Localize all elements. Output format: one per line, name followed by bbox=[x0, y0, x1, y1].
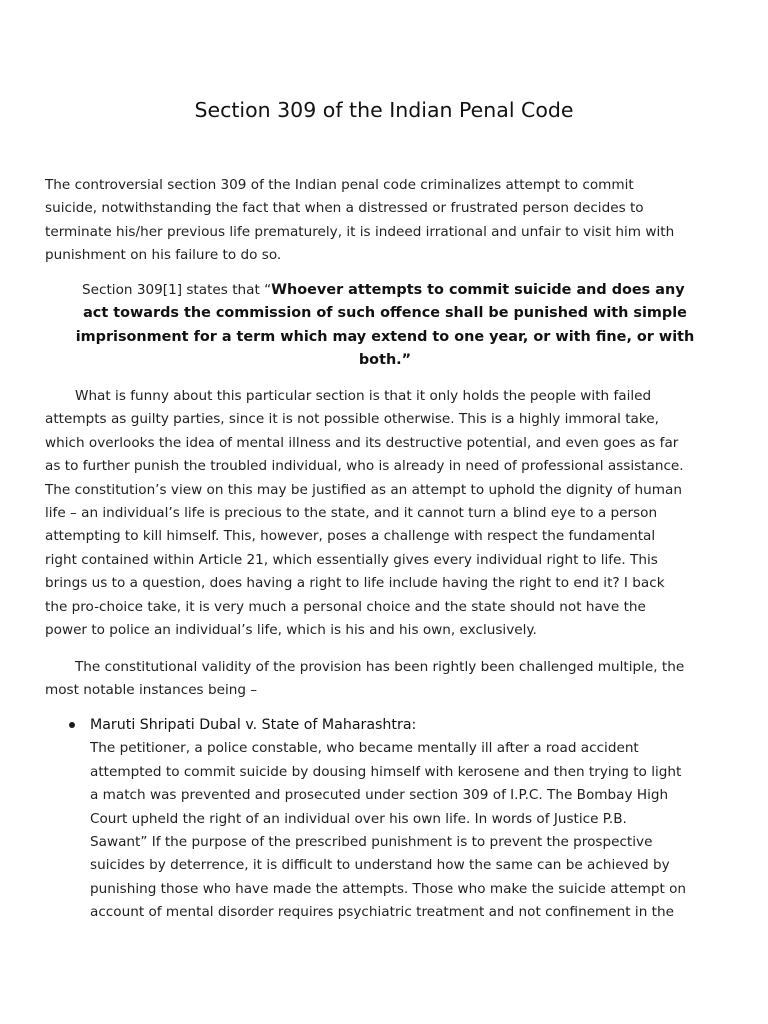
body-line: which overlooks the idea of mental illness and its destructive potential, and even goes as far bbox=[45, 434, 679, 451]
bullet-icon bbox=[69, 722, 75, 728]
intro-line: suicide, notwithstanding the fact that when a distressed or frustrated person decides to bbox=[45, 200, 644, 217]
body-line: right contained within Article 21, which essentially gives every individual right to life. This bbox=[45, 551, 658, 568]
body-line: life – an individual’s life is precious to the state, and it cannot turn a blind eye to a person bbox=[45, 505, 658, 522]
body-line: power to police an individual’s life, which is his and his own, exclusively. bbox=[45, 622, 537, 639]
body-line: The constitution’s view on this may be justified as an attempt to uphold the dignity of human bbox=[45, 481, 682, 498]
case-item bbox=[45, 714, 735, 925]
quote-line: act towards the commission of such offence shall be punished with simple bbox=[83, 305, 687, 322]
case-line: The petitioner, a police constable, who became mentally ill after a road accident bbox=[90, 740, 639, 757]
body-line: attempts as guilty parties, since it is not possible otherwise. This is a highly immoral take, bbox=[45, 411, 659, 428]
quote-paragraph bbox=[45, 279, 725, 373]
quote-bold-text: Whoever attempts to commit suicide and does any bbox=[271, 282, 685, 298]
case-heading: Maruti Shripati Dubal v. State of Maharashtra: bbox=[90, 717, 417, 733]
document-title: Section 309 of the Indian Penal Code bbox=[194, 98, 574, 122]
intro-line: terminate his/her previous life prematurely, it is indeed irrational and unfair to visit him with bbox=[45, 223, 675, 240]
case-list bbox=[45, 714, 735, 925]
body-paragraph bbox=[45, 385, 725, 642]
quote-lead-text: Section 309[1] states that “ bbox=[82, 282, 272, 298]
body-line: attempting to kill himself. This, however, poses a challenge with respect the fundamental bbox=[45, 528, 656, 545]
quote-line: both.” bbox=[358, 352, 412, 369]
validity-line: The constitutional validity of the provision has been rightly been challenged multiple, the bbox=[75, 659, 685, 675]
body-line: as to further punish the troubled individual, who is already in need of professional assistance. bbox=[45, 458, 684, 475]
body-line: the pro-choice take, it is very much a personal choice and the state should not have the bbox=[45, 598, 646, 615]
case-line: account of mental disorder requires psychiatric treatment and not confinement in the bbox=[90, 904, 674, 921]
case-line: punishing those who have made the attempts. Those who make the suicide attempt on bbox=[90, 880, 687, 897]
case-line: suicides by deterrence, it is difficult to understand how the same can be achieved by bbox=[90, 857, 670, 874]
intro-line: punishment on his failure to do so. bbox=[45, 247, 282, 264]
quote-first-line bbox=[45, 279, 725, 302]
case-line: Sawant” If the purpose of the prescribed punishment is to prevent the prospective bbox=[90, 834, 653, 851]
case-line: Court upheld the right of an individual over his own life. In words of Justice P.B. bbox=[90, 810, 627, 827]
validity-paragraph bbox=[45, 656, 725, 703]
body-line: What is funny about this particular section is that it only holds the people with failed bbox=[75, 388, 652, 404]
validity-line: most notable instances being – bbox=[45, 682, 258, 699]
case-line: attempted to commit suicide by dousing himself with kerosene and then trying to light bbox=[90, 763, 682, 780]
intro-line: The controversial section 309 of the Indian penal code criminalizes attempt to commit bbox=[45, 177, 634, 193]
intro-paragraph bbox=[45, 174, 725, 268]
body-line: brings us to a question, does having a right to life include having the right to end it? I back bbox=[45, 575, 665, 592]
quote-line: imprisonment for a term which may extend to one year, or with fine, or with bbox=[75, 328, 695, 345]
case-line: a match was prevented and prosecuted under section 309 of I.P.C. The Bombay High bbox=[90, 787, 669, 804]
